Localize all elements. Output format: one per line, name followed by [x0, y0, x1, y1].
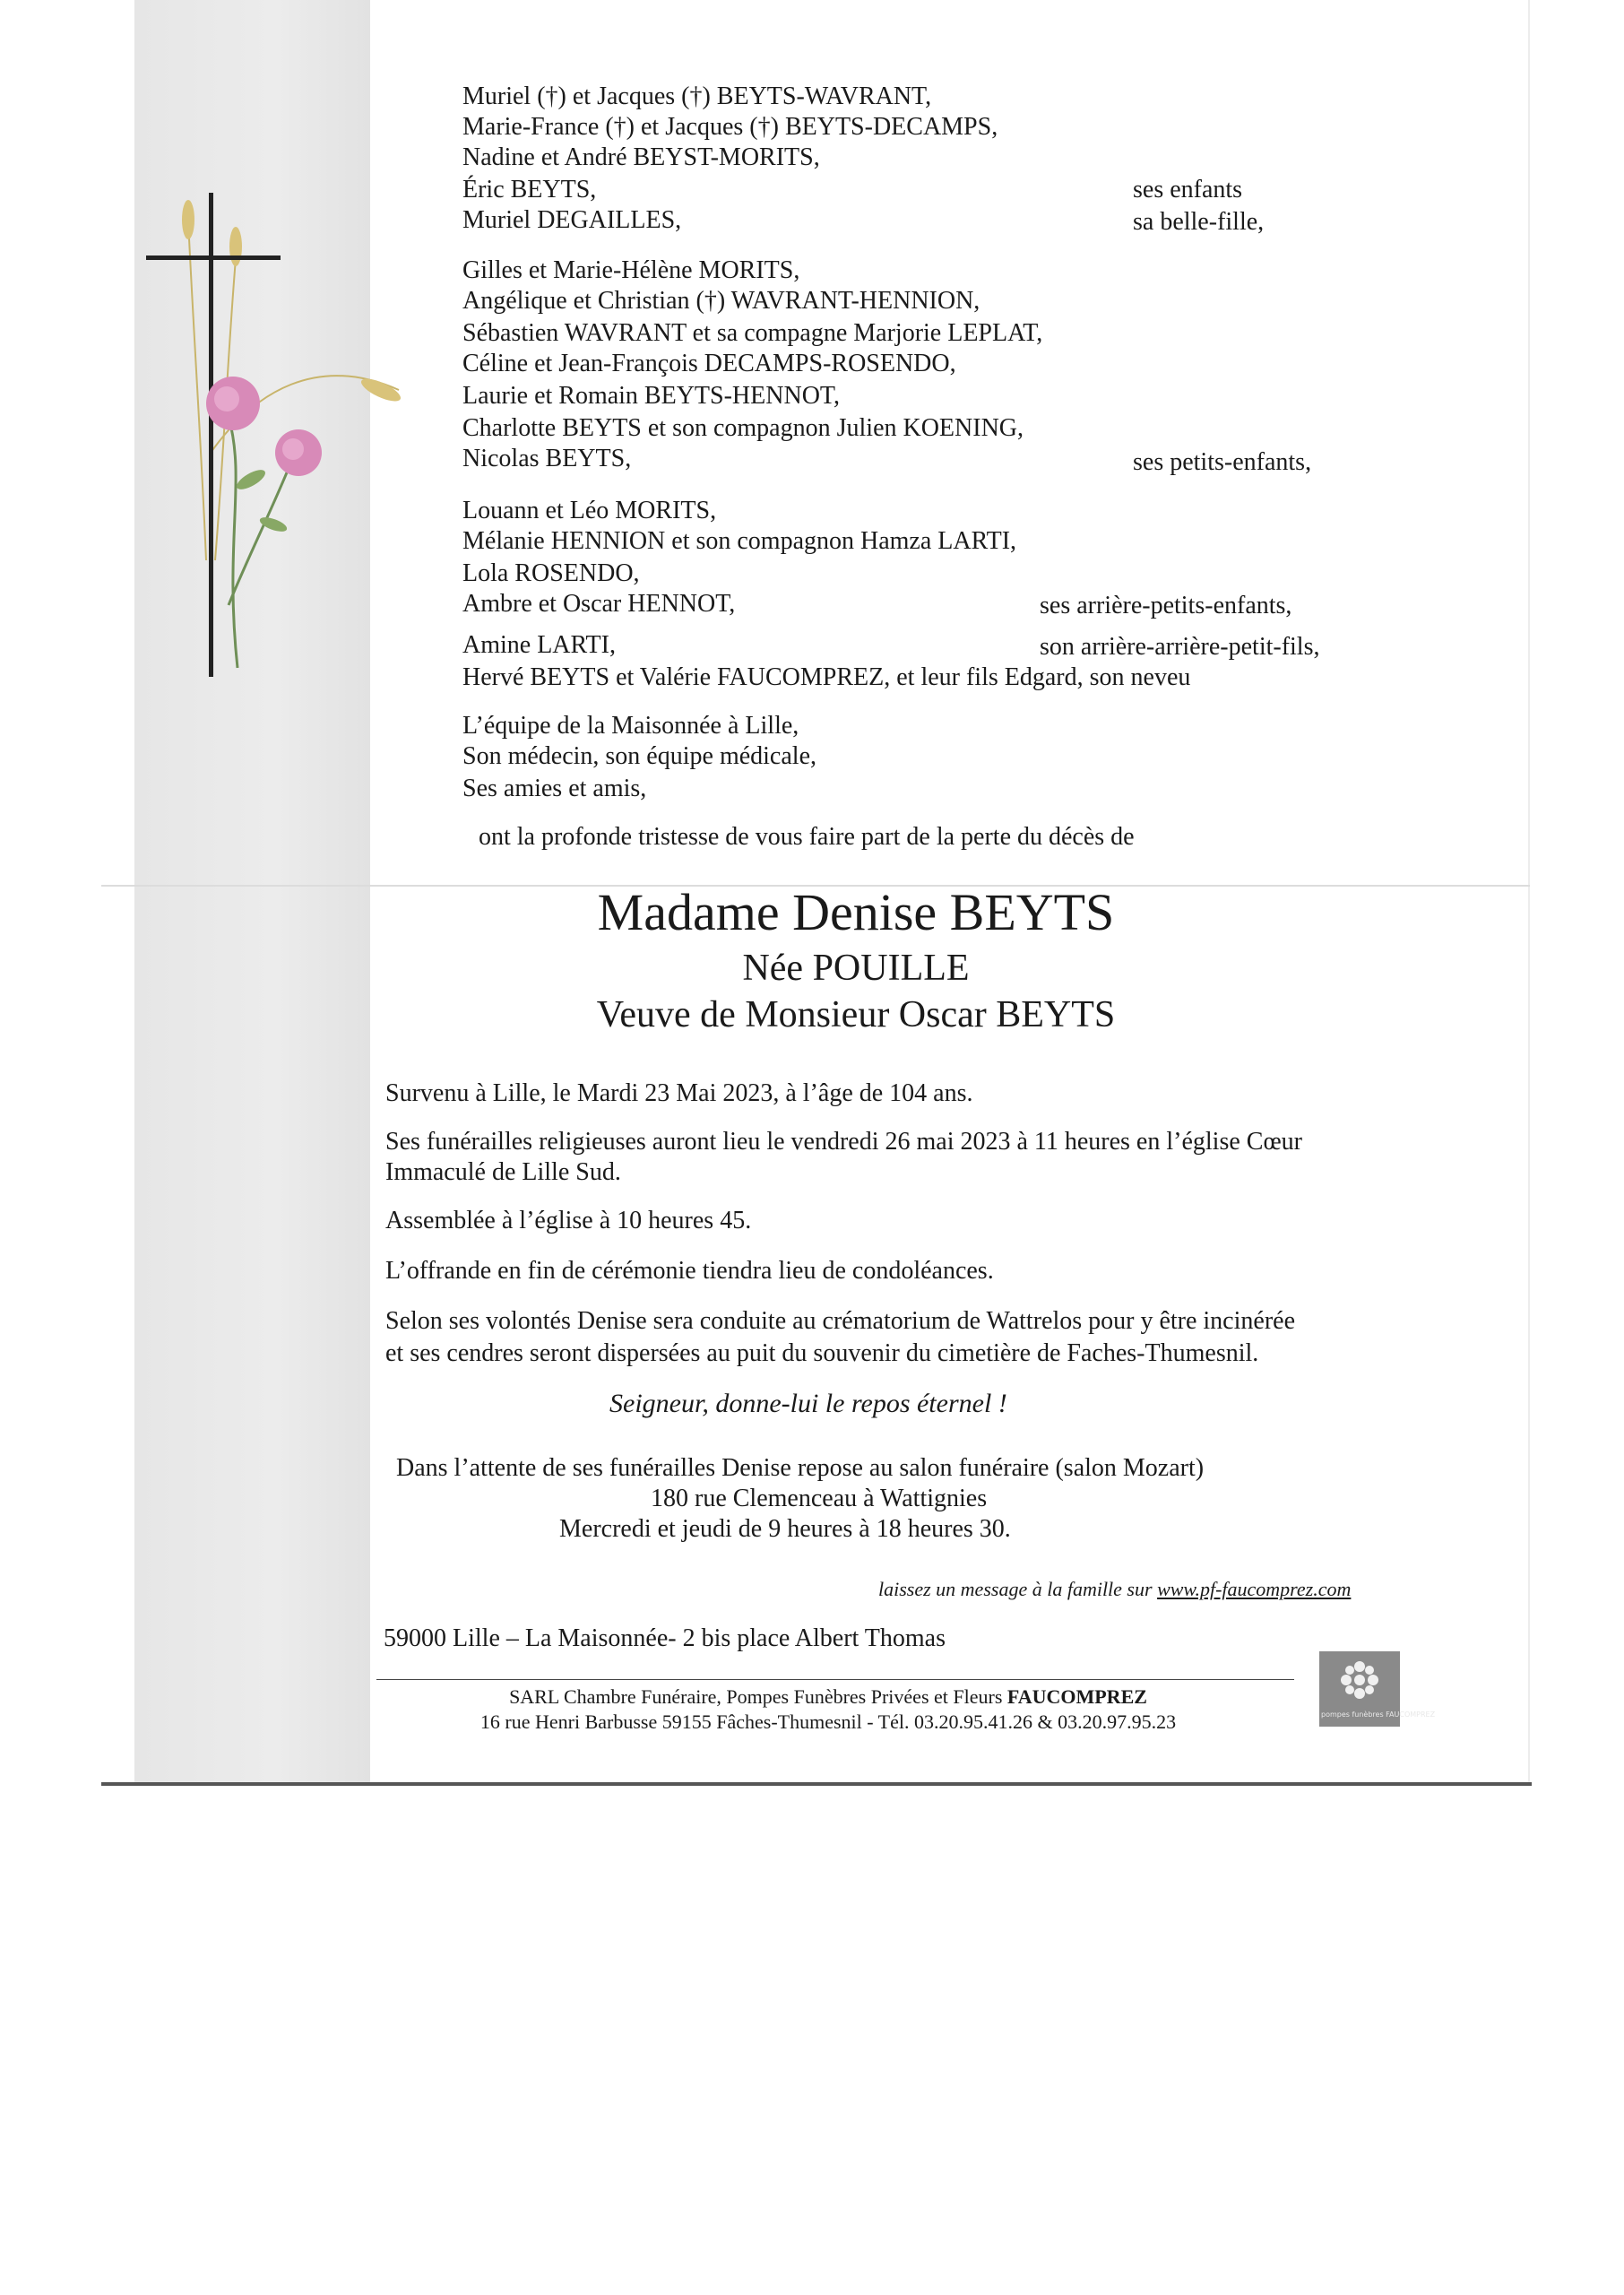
grandchildren-role: ses petits-enfants, — [1133, 448, 1312, 476]
card-edge — [1528, 0, 1530, 1784]
grandchild-7: Nicolas BEYTS, — [462, 445, 632, 472]
funeral-line-2: Immaculé de Lille Sud. — [385, 1158, 621, 1186]
deceased-widow: Veuve de Monsieur Oscar BEYTS — [596, 994, 1116, 1035]
family-child-3: Nadine et André BEYST-MORITS, — [462, 143, 820, 171]
great-grandchild-2: Mélanie HENNION et son compagnon Hamza LARTI, — [462, 527, 1017, 555]
funeral-line-1: Ses funérailles religieuses auront lieu le vendredi 26 mai 2023 à 11 heures en l’église Cœur — [385, 1128, 1302, 1156]
great-grandchild-1: Louann et Léo MORITS, — [462, 497, 717, 524]
daughter-in-law-role: sa belle-fille, — [1133, 208, 1265, 236]
message-line — [878, 1578, 1351, 1601]
message-prefix: laissez un message à la famille sur — [878, 1578, 1158, 1600]
prayer: Seigneur, donne-lui le repos éternel ! — [609, 1389, 1007, 1418]
family-child-2: Marie-France (†) et Jacques (†) BEYTS-DECAMPS, — [462, 113, 998, 141]
card-bottom-edge — [101, 1782, 1532, 1786]
rest-line-2: 180 rue Clemenceau à Wattignies — [651, 1485, 988, 1512]
announcement-text: ont la profonde tristesse de vous faire part de la perte du décès de — [479, 823, 1135, 851]
children-role: ses enfants — [1133, 176, 1243, 204]
great-great-grandson-role: son arrière-arrière-petit-fils, — [1040, 633, 1320, 661]
great-grandchild-3: Lola ROSENDO, — [462, 559, 640, 587]
grandchild-3: Sébastien WAVRANT et sa compagne Marjorie LEPLAT, — [462, 319, 1043, 347]
address: 59000 Lille – La Maisonnée- 2 bis place Albert Thomas — [384, 1624, 946, 1652]
grandchild-6: Charlotte BEYTS et son compagnon Julien KOENING, — [462, 414, 1024, 442]
cremation-line-1: Selon ses volontés Denise sera conduite au crématorium de Wattrelos pour y être incinérée — [385, 1307, 1295, 1335]
deceased-name: Madame Denise BEYTS — [597, 883, 1115, 941]
website-link[interactable]: www.pf-faucomprez.com — [1157, 1578, 1352, 1600]
great-grandchild-4: Ambre et Oscar HENNOT, — [462, 590, 736, 618]
death-info: Survenu à Lille, le Mardi 23 Mai 2023, à l’âge de 104 ans. — [385, 1079, 973, 1107]
other-2: Son médecin, son équipe médicale, — [462, 742, 816, 770]
company-line — [380, 1685, 1276, 1709]
other-1: L’équipe de la Maisonnée à Lille, — [462, 712, 799, 740]
footer-separator — [376, 1679, 1294, 1680]
grandchild-4: Céline et Jean-François DECAMPS-ROSENDO, — [462, 350, 956, 377]
company-contact: 16 rue Henri Barbusse 59155 Fâches-Thumesnil - Tél. 03.20.95.41.26 & 03.20.97.95.23 — [479, 1710, 1177, 1733]
cross-flowers-icon — [139, 184, 408, 686]
great-grandchildren-role: ses arrière-petits-enfants, — [1040, 592, 1292, 619]
rest-line-1: Dans l’attente de ses funérailles Denise repose au salon funéraire (salon Mozart) — [396, 1454, 1205, 1482]
family-child-1: Muriel (†) et Jacques (†) BEYTS-WAVRANT, — [462, 82, 932, 110]
logo-text: pompes funèbres FAUCOMPREZ — [1321, 1710, 1436, 1719]
offering-info: L’offrande en fin de cérémonie tiendra lieu de condoléances. — [385, 1257, 994, 1285]
family-child-5: Muriel DEGAILLES, — [462, 206, 682, 234]
other-3: Ses amies et amis, — [462, 775, 647, 802]
great-great-grandson: Amine LARTI, — [462, 631, 616, 659]
company-prefix: SARL Chambre Funéraire, Pompes Funèbres Privées et Fleurs — [509, 1685, 1007, 1708]
nephew: Hervé BEYTS et Valérie FAUCOMPREZ, et leur fils Edgard, son neveu — [462, 663, 1191, 691]
cremation-line-2: et ses cendres seront dispersées au puit du souvenir du cimetière de Faches-Thumesnil. — [385, 1339, 1259, 1367]
flower-logo-icon — [1319, 1651, 1400, 1714]
assembly-info: Assemblée à l’église à 10 heures 45. — [385, 1207, 752, 1234]
grandchild-1: Gilles et Marie-Hélène MORITS, — [462, 256, 800, 284]
grandchild-2: Angélique et Christian (†) WAVRANT-HENNION, — [462, 287, 980, 315]
family-child-4: Éric BEYTS, — [462, 176, 597, 204]
rest-line-3: Mercredi et jeudi de 9 heures à 18 heures 30. — [559, 1515, 1011, 1543]
grandchild-5: Laurie et Romain BEYTS-HENNOT, — [462, 382, 840, 410]
deceased-born: Née POUILLE — [742, 948, 970, 989]
company-name: FAUCOMPREZ — [1006, 1685, 1147, 1708]
